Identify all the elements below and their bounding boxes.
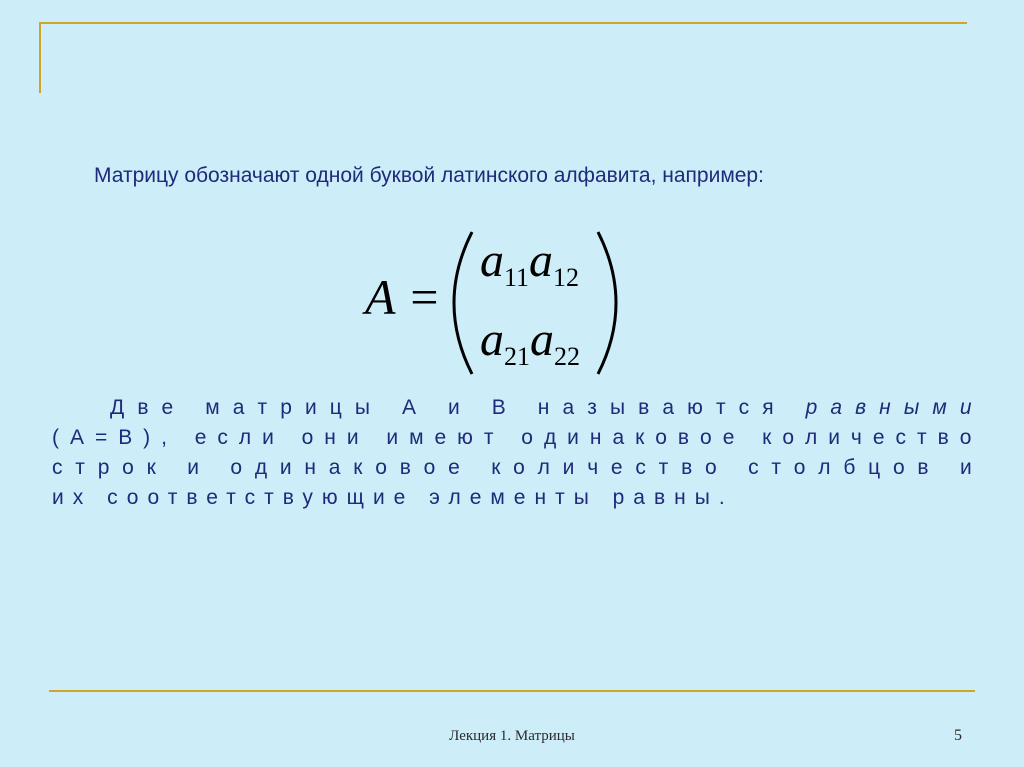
element-a21: a — [480, 313, 504, 366]
matrix-row-2 — [480, 312, 580, 372]
definition-line-3: с т р о к и о д и н а к о в о е к о л и ч е с т в о с т о л б ц о в и — [52, 456, 972, 479]
subscript-11: 11 — [504, 263, 530, 292]
element-a12: a — [529, 234, 554, 287]
element-a11: a — [480, 234, 504, 287]
subscript-21: 21 — [504, 342, 530, 371]
matrix-row-1 — [480, 233, 579, 293]
definition-line-2: ( А = В ) , е с л и о н и и м е ю т о д и н а к о в о е к о л и ч е с т в о — [52, 426, 972, 449]
right-parenthesis — [598, 232, 616, 374]
definition-line-1: Д в е м а т р и ц ы А и В н а з ы в а ю т с я р а в н ы м и — [110, 396, 972, 419]
definition-text — [52, 393, 972, 513]
subscript-22: 22 — [554, 342, 580, 371]
intro-text: Матрицу обозначают одной буквой латинского алфавита, например: — [94, 164, 764, 187]
page-number: 5 — [954, 727, 962, 744]
formula-lhs: A = — [365, 269, 441, 325]
subscript-12: 12 — [553, 263, 580, 292]
element-a22: a — [530, 313, 554, 366]
left-parenthesis — [454, 232, 472, 374]
definition-line-4: их соответствующие элементы равны. — [52, 486, 734, 509]
footer-title: Лекция 1. Матрицы — [449, 728, 575, 744]
